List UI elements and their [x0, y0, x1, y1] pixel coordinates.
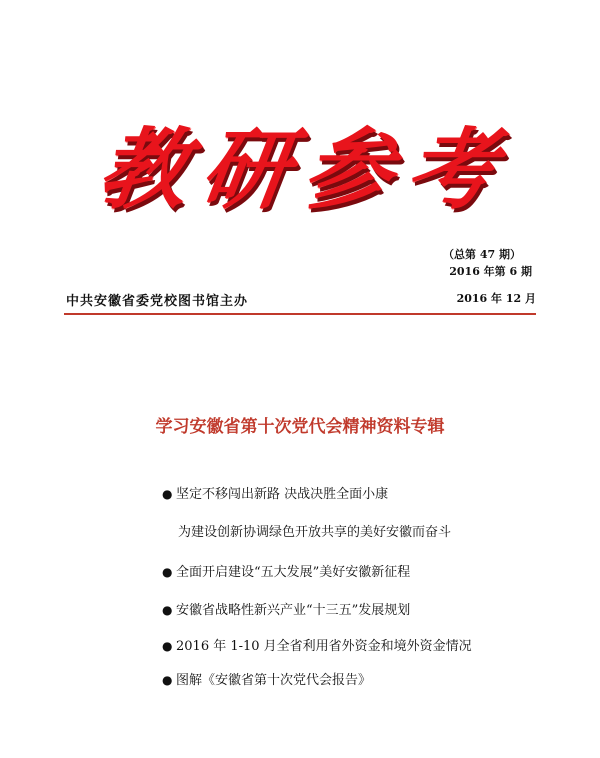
issue-number: 2016 年第 6 期 — [449, 265, 532, 278]
toc-item — [162, 640, 472, 653]
masthead-char: 参 — [297, 117, 404, 221]
toc-item — [162, 566, 410, 579]
toc-item — [162, 488, 388, 501]
bullet-icon: ● — [162, 565, 173, 579]
bullet-icon: ● — [162, 673, 173, 687]
special-issue-title: 学习安徽省第十次党代会精神资料专辑 — [155, 417, 445, 437]
masthead-logo — [91, 108, 507, 221]
header-divider — [64, 313, 536, 315]
toc-item — [162, 674, 371, 687]
issue-total: （总第 47 期） — [443, 248, 521, 261]
masthead-char: 考 — [399, 117, 507, 221]
toc-item-continuation — [162, 526, 451, 539]
toc-item-text: 全面开启建设“五大发展”美好安徽新征程 — [176, 565, 411, 580]
toc-item-text: 安徽省战略性新兴产业“十三五”发展规划 — [176, 603, 411, 618]
masthead-char: 研 — [194, 117, 302, 221]
masthead-char: 教 — [91, 117, 199, 221]
bullet-icon: ● — [162, 487, 173, 501]
toc-item-text: 坚定不移闯出新路 决战决胜全面小康 — [176, 487, 389, 502]
issue-date: 2016 年 12 月 — [456, 292, 536, 305]
masthead-title — [91, 108, 507, 221]
publisher: 中共安徽省委党校图书馆主办 — [66, 294, 249, 309]
bullet-icon: ● — [162, 639, 173, 653]
toc-item-text: 为建设创新协调绿色开放共享的美好安徽而奋斗 — [178, 525, 452, 540]
toc-item-text: 2016 年 1-10 月全省利用省外资金和境外资金情况 — [176, 639, 472, 654]
toc-item-text: 图解《安徽省第十次党代会报告》 — [176, 673, 372, 688]
toc-item — [162, 604, 410, 617]
bullet-icon: ● — [162, 603, 173, 617]
